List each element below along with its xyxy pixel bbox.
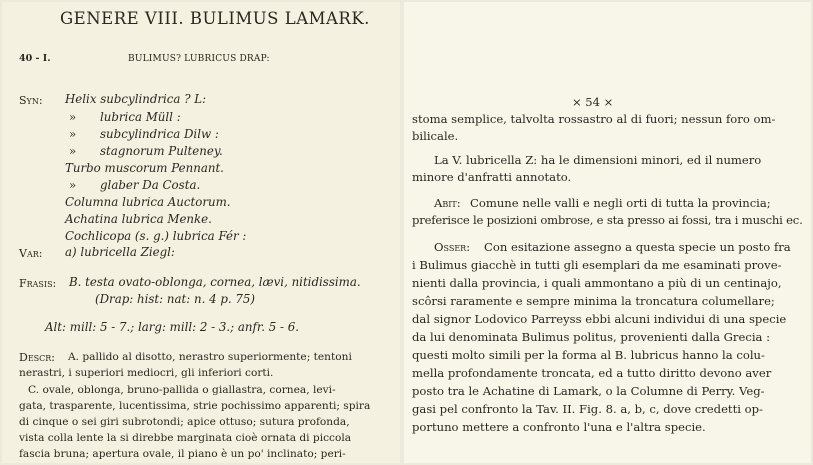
observation-line: posto tra le Achatine di Lamark, o la Columne di Perry. Veg- — [412, 384, 765, 398]
continuation-line: stoma semplice, talvolta rossastro al di fuori; nessun foro om- — [412, 112, 776, 126]
variety-note-line: La V. lubricella Z: ha le dimensioni minori, ed il numero — [434, 153, 762, 167]
observation-line: scôrsi raramente e sempre minima la troncatura columellare; — [412, 294, 775, 308]
synonym-line: » lubrica Müll : — [69, 110, 181, 124]
abit-label: Abit: — [434, 196, 461, 210]
synonym-line: » glaber Da Costa. — [69, 178, 201, 192]
synonym-line: Achatina lubrica Menke. — [65, 212, 212, 226]
frasis-text: B. testa ovato-oblonga, cornea, lævi, nitidissima. — [69, 275, 361, 289]
observation-line: i Bulimus giacchè in tutti gli esemplari da me esaminati prove- — [412, 258, 782, 272]
descr-label: Descr: — [19, 351, 55, 364]
observation-line: questi molto simili per la forma al B. lubricus hanno la colu- — [412, 348, 765, 362]
habitat-line: Comune nelle valli e negli orti di tutta la provincia; — [470, 196, 771, 210]
observation-line: portuno mettere a confronto l'una e l'altra specie. — [412, 420, 706, 434]
description-line: A. pallido al disotto, nerastro superiormente; tentoni — [68, 351, 352, 363]
right-page — [404, 2, 811, 463]
entry-number: 40 - I. — [19, 53, 51, 64]
continuation-line: bilicale. — [412, 129, 459, 143]
dimensions: Alt: mill: 5 - 7.; larg: mill: 2 - 3.; anfr. 5 - 6. — [45, 320, 299, 334]
observation-line: mella profondamente troncata, ed a tutto diritto devono aver — [412, 366, 772, 380]
variety-note-line: minore d'anfratti annotato. — [412, 170, 572, 184]
frasis-reference: (Drap: hist: nat: n. 4 p. 75) — [95, 292, 256, 306]
observation-line: nienti dalla provincia, i quali ammontano a più di un centinajo, — [412, 276, 782, 290]
habitat-line: preferisce le posizioni ombrose, e sta presso ai fossi, tra i muschi ec. — [412, 213, 803, 227]
species-title: BULIMUS? LUBRICUS DRAP: — [128, 54, 270, 64]
shell-description-line: C. ovale, oblonga, bruno-pallida o giallastra, cornea, levi- — [28, 384, 336, 396]
shell-description-line: fascia bruna; apertura ovale, il piano è un po' inclinato; peri- — [19, 448, 346, 460]
genus-title: GENERE VIII. BULIMUS LAMARK. — [60, 9, 370, 28]
observation-line: gasi pel confronto la Tav. II. Fig. 8. a, b, c, dove credetti op- — [412, 402, 763, 416]
synonym-line: Columna lubrica Auctorum. — [65, 195, 231, 209]
frasis-label: Frasis: — [19, 277, 57, 290]
synonym-line: » stagnorum Pulteney. — [69, 144, 223, 158]
shell-description-line: vista colla lente la si direbbe marginata cioè ornata di piccola — [19, 432, 352, 444]
observation-line: da lui denominata Bulimus politus, provenienti dalla Grecia : — [412, 330, 771, 344]
syn-label: Syn: — [19, 94, 43, 107]
left-page — [2, 2, 400, 463]
var-label: Var: — [19, 247, 43, 260]
shell-description-line: gata, trasparente, lucentissima, strie pochissimo apparenti; spira — [19, 400, 371, 412]
synonym-line: Cochlicopa (s. g.) lubrica Fér : — [65, 229, 247, 243]
page-number: × 54 × — [572, 95, 614, 109]
osser-label: Osser: — [434, 240, 471, 254]
synonym-line: Turbo muscorum Pennant. — [65, 161, 224, 175]
shell-description-line: di cinque o sei giri subrotondi; apice ottuso; sutura profonda, — [19, 416, 350, 428]
observation-line: Con esitazione assegno a questa specie un posto fra — [484, 240, 791, 254]
variety-text: a) lubricella Ziegl: — [65, 245, 175, 259]
description-line: nerastri, i superiori mediocri, gli inferiori corti. — [19, 367, 274, 379]
observation-line: dal signor Lodovico Parreyss ebbi alcuni individui di una specie — [412, 312, 787, 326]
synonym-line: Helix subcylindrica ? L: — [65, 92, 207, 106]
synonym-line: » subcylindrica Dilw : — [69, 127, 219, 141]
